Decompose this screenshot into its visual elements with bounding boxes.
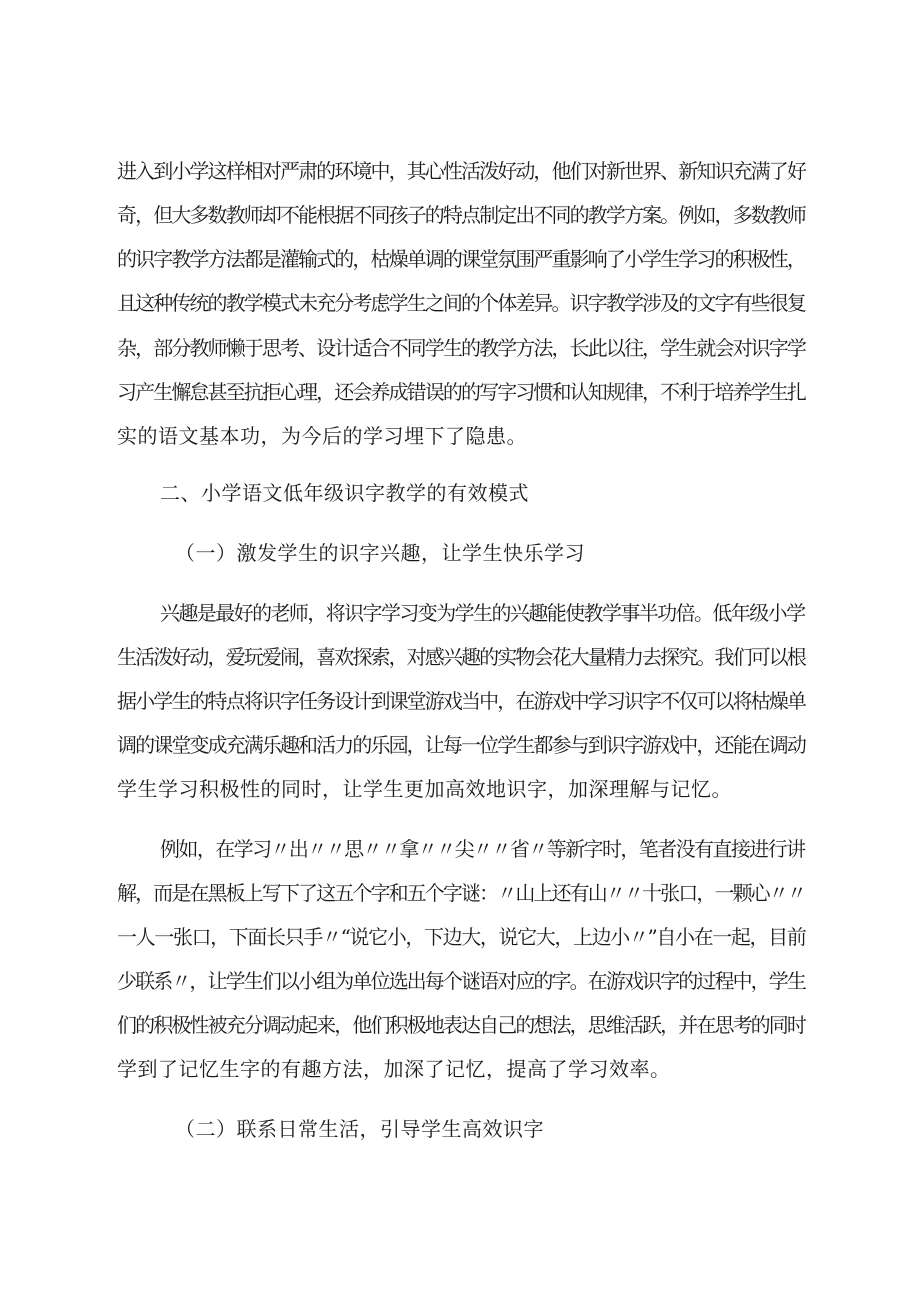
paragraph-line: 据小学生的特点将识字任务设计到课堂游戏当中，在游戏中学习识字不仅可以将枯燥单 [117,689,805,713]
paragraph-line: 实的语文基本功，为今后的学习埋下了隐患。 [117,424,527,448]
section-heading: 二、小学语文低年级识字教学的有效模式 [160,481,529,505]
paragraph-line: 调的课堂变成充满乐趣和活力的乐园，让每一位学生都参与到识字游戏中，还能在调动 [117,733,805,757]
paragraph-line: 一人一张口，下面长只手〃“说它小，下边大，说它大，上边小〃”自小在一起，目前 [117,925,806,949]
paragraph-line: 的识字教学方法都是灌输式的，枯燥单调的课堂氛围严重影响了小学生学习的积极性， [117,247,805,271]
paragraph-line: 习产生懈怠甚至抗拒心理，还会养成错误的的写字习惯和认知规律，不利于培养学生扎 [117,380,805,404]
paragraph-line: 进入到小学这样相对严肃的环境中，其心性活泼好动，他们对新世界、新知识充满了好 [117,159,805,183]
subsection-heading: （二）联系日常生活，引导学生高效识字 [175,1117,544,1141]
paragraph-line: 们的积极性被充分调动起来，他们积极地表达自己的想法，思维活跃，并在思考的同时 [117,1013,805,1037]
paragraph-line: 学到了记忆生字的有趣方法，加深了记忆，提高了学习效率。 [117,1057,671,1081]
paragraph-line: 且这种传统的教学模式未充分考虑学生之间的个体差异。识字教学涉及的文字有些很复 [117,291,805,315]
paragraph-line: 奇，但大多数教师却不能根据不同孩子的特点制定出不同的教学方案。例如，多数教师 [117,203,805,227]
paragraph-line: 学生学习积极性的同时，让学生更加高效地识字，加深理解与记忆。 [117,777,732,801]
paragraph-line: 杂，部分教师懒于思考、设计适合不同学生的教学方法，长此以往，学生就会对识字学 [117,336,805,360]
paragraph-line: 生活泼好动，爱玩爱闹，喜欢探索，对感兴趣的实物会花大量精力去探究。我们可以根 [117,645,805,669]
subsection-heading: （一）激发学生的识字兴趣，让学生快乐学习 [175,541,585,565]
paragraph-line: 解，而是在黑板上写下了这五个字和五个字谜：〃山上还有山〃〃十张口，一颗心〃〃 [117,881,805,905]
paragraph-line: 兴趣是最好的老师，将识字学习变为学生的兴趣能使教学事半功倍。低年级小学 [160,601,805,625]
paragraph-line: 少联系〃，让学生们以小组为单位选出每个谜语对应的字。在游戏识字的过程中，学生 [117,969,805,993]
paragraph-line: 例如，在学习〃出〃〃思〃〃拿〃〃尖〃〃省〃等新字时，笔者没有直接进行讲 [160,837,805,861]
